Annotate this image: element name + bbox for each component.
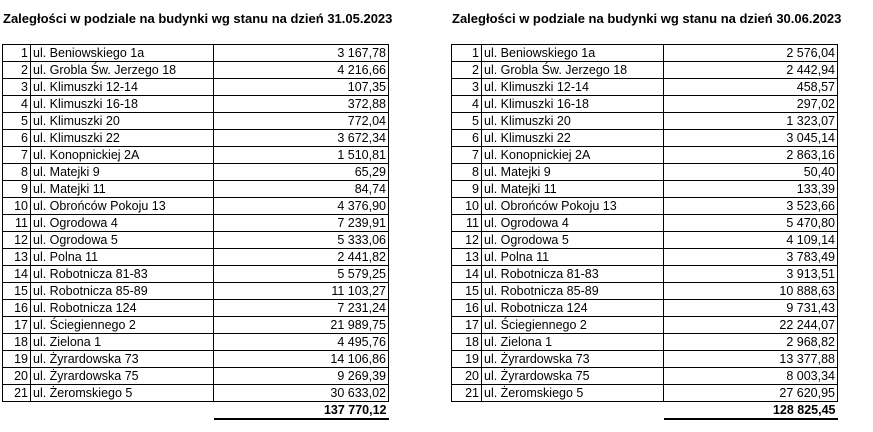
empty-cell <box>452 402 482 420</box>
table-row <box>452 266 838 283</box>
row-number[interactable]: 11 <box>452 215 482 232</box>
amount-value[interactable]: 5 470,80 <box>664 215 838 232</box>
table-row <box>452 96 838 113</box>
street-name[interactable]: ul. Robotnicza 124 <box>482 300 664 317</box>
table-row <box>3 130 389 147</box>
street-name[interactable]: ul. Beniowskiego 1a <box>31 45 214 62</box>
amount-value[interactable]: 14 106,86 <box>214 351 389 368</box>
amount-value[interactable]: 297,02 <box>664 96 838 113</box>
table-row <box>452 181 838 198</box>
street-name[interactable]: ul. Ściegiennego 2 <box>31 317 214 334</box>
table-row <box>452 198 838 215</box>
table-row <box>452 79 838 96</box>
row-number[interactable]: 3 <box>452 79 482 96</box>
amount-value[interactable]: 7 239,91 <box>214 215 389 232</box>
row-number[interactable]: 4 <box>3 96 31 113</box>
street-name[interactable]: ul. Robotnicza 85-89 <box>482 283 664 300</box>
street-name[interactable]: ul. Żyrardowska 73 <box>31 351 214 368</box>
table-row <box>3 45 389 62</box>
amount-value[interactable]: 8 003,34 <box>664 368 838 385</box>
table-row <box>3 351 389 368</box>
table-row <box>452 283 838 300</box>
amount-value[interactable]: 11 103,27 <box>214 283 389 300</box>
street-name[interactable]: ul. Grobla Św. Jerzego 18 <box>31 62 214 79</box>
amount-value[interactable]: 13 377,88 <box>664 351 838 368</box>
amount-value[interactable]: 2 576,04 <box>664 45 838 62</box>
street-name[interactable]: ul. Polna 11 <box>482 249 664 266</box>
street-name[interactable]: ul. Klimuszki 16-18 <box>31 96 214 113</box>
row-number[interactable]: 16 <box>3 300 31 317</box>
row-number[interactable]: 6 <box>3 130 31 147</box>
table-row <box>3 113 389 130</box>
table-row <box>3 334 389 351</box>
total-row <box>3 402 389 420</box>
table-row <box>452 334 838 351</box>
row-number[interactable]: 14 <box>3 266 31 283</box>
table-row <box>3 181 389 198</box>
amount-value[interactable]: 4 216,66 <box>214 62 389 79</box>
street-name[interactable]: ul. Klimuszki 16-18 <box>482 96 664 113</box>
row-number[interactable]: 5 <box>3 113 31 130</box>
street-name[interactable]: ul. Konopnickiej 2A <box>31 147 214 164</box>
street-name[interactable]: ul. Robotnicza 85-89 <box>31 283 214 300</box>
amount-value[interactable]: 5 333,06 <box>214 232 389 249</box>
street-name[interactable]: ul. Polna 11 <box>31 249 214 266</box>
empty-cell <box>3 402 31 420</box>
row-number[interactable]: 15 <box>3 283 31 300</box>
row-number[interactable]: 18 <box>452 334 482 351</box>
street-name[interactable]: ul. Matejki 9 <box>31 164 214 181</box>
row-number[interactable]: 18 <box>3 334 31 351</box>
amount-value[interactable]: 2 441,82 <box>214 249 389 266</box>
table-row <box>3 232 389 249</box>
table-row <box>452 351 838 368</box>
amount-value[interactable]: 27 620,95 <box>664 385 838 402</box>
total-amount[interactable]: 128 825,45 <box>664 402 838 420</box>
amount-value[interactable]: 4 109,14 <box>664 232 838 249</box>
table-row <box>452 249 838 266</box>
amount-value[interactable]: 22 244,07 <box>664 317 838 334</box>
street-name[interactable]: ul. Klimuszki 12-14 <box>31 79 214 96</box>
row-number[interactable]: 13 <box>3 249 31 266</box>
table-row <box>452 45 838 62</box>
street-name[interactable]: ul. Obrońców Pokoju 13 <box>31 198 214 215</box>
street-name[interactable]: ul. Ogrodowa 5 <box>31 232 214 249</box>
street-name[interactable]: ul. Żeromskiego 5 <box>482 385 664 402</box>
row-number[interactable]: 12 <box>3 232 31 249</box>
table-row <box>3 79 389 96</box>
amount-value[interactable]: 2 442,94 <box>664 62 838 79</box>
table-row <box>3 147 389 164</box>
empty-cell <box>31 402 214 420</box>
street-name[interactable]: ul. Zielona 1 <box>482 334 664 351</box>
row-number[interactable]: 10 <box>3 198 31 215</box>
street-name[interactable]: ul. Matejki 11 <box>482 181 664 198</box>
row-number[interactable]: 13 <box>452 249 482 266</box>
amount-value[interactable]: 4 376,90 <box>214 198 389 215</box>
row-number[interactable]: 2 <box>452 62 482 79</box>
street-name[interactable]: ul. Matejki 9 <box>482 164 664 181</box>
table-row <box>3 368 389 385</box>
street-name[interactable]: ul. Żyrardowska 75 <box>482 368 664 385</box>
row-number[interactable]: 20 <box>452 368 482 385</box>
row-number[interactable]: 4 <box>452 96 482 113</box>
street-name[interactable]: ul. Robotnicza 81-83 <box>482 266 664 283</box>
row-number[interactable]: 17 <box>452 317 482 334</box>
street-name[interactable]: ul. Ogrodowa 4 <box>31 215 214 232</box>
row-number[interactable]: 19 <box>3 351 31 368</box>
street-name[interactable]: ul. Klimuszki 12-14 <box>482 79 664 96</box>
street-name[interactable]: ul. Klimuszki 22 <box>482 130 664 147</box>
row-number[interactable]: 19 <box>452 351 482 368</box>
table-row <box>3 215 389 232</box>
amount-value[interactable]: 7 231,24 <box>214 300 389 317</box>
row-number[interactable]: 2 <box>3 62 31 79</box>
amount-value[interactable]: 50,40 <box>664 164 838 181</box>
street-name[interactable]: ul. Matejki 11 <box>31 181 214 198</box>
table-row <box>3 283 389 300</box>
table-row <box>452 147 838 164</box>
amount-value[interactable]: 133,39 <box>664 181 838 198</box>
row-number[interactable]: 1 <box>3 45 31 62</box>
amount-value[interactable]: 4 495,76 <box>214 334 389 351</box>
street-name[interactable]: ul. Ogrodowa 5 <box>482 232 664 249</box>
title-left: Zaległości w podziale na budynki wg stanu na dzień 31.05.2023 <box>3 11 393 26</box>
amount-value[interactable]: 3 523,66 <box>664 198 838 215</box>
street-name[interactable]: ul. Klimuszki 22 <box>31 130 214 147</box>
amount-value[interactable]: 5 579,25 <box>214 266 389 283</box>
amount-value[interactable]: 458,57 <box>664 79 838 96</box>
table-row <box>3 266 389 283</box>
row-number[interactable]: 20 <box>3 368 31 385</box>
total-row <box>452 402 838 420</box>
row-number[interactable]: 16 <box>452 300 482 317</box>
amount-value[interactable]: 3 783,49 <box>664 249 838 266</box>
street-name[interactable]: ul. Żyrardowska 75 <box>31 368 214 385</box>
amount-value[interactable]: 9 269,39 <box>214 368 389 385</box>
table-row <box>452 113 838 130</box>
table-row <box>452 317 838 334</box>
total-amount[interactable]: 137 770,12 <box>214 402 389 420</box>
table-left <box>2 44 389 420</box>
row-number[interactable]: 17 <box>3 317 31 334</box>
amount-value[interactable]: 84,74 <box>214 181 389 198</box>
table-row <box>452 62 838 79</box>
street-name[interactable]: ul. Ogrodowa 4 <box>482 215 664 232</box>
row-number[interactable]: 7 <box>3 147 31 164</box>
table-row <box>3 96 389 113</box>
street-name[interactable]: ul. Beniowskiego 1a <box>482 45 664 62</box>
street-name[interactable]: ul. Konopnickiej 2A <box>482 147 664 164</box>
row-number[interactable]: 9 <box>3 181 31 198</box>
row-number[interactable]: 1 <box>452 45 482 62</box>
amount-value[interactable]: 10 888,63 <box>664 283 838 300</box>
table-row <box>452 215 838 232</box>
amount-value[interactable]: 65,29 <box>214 164 389 181</box>
street-name[interactable]: ul. Klimuszki 20 <box>482 113 664 130</box>
row-number[interactable]: 14 <box>452 266 482 283</box>
street-name[interactable]: ul. Obrońców Pokoju 13 <box>482 198 664 215</box>
street-name[interactable]: ul. Żyrardowska 73 <box>482 351 664 368</box>
row-number[interactable]: 5 <box>452 113 482 130</box>
table-row <box>452 385 838 402</box>
table-row <box>452 130 838 147</box>
row-number[interactable]: 15 <box>452 283 482 300</box>
amount-value[interactable]: 3 167,78 <box>214 45 389 62</box>
table-row <box>452 368 838 385</box>
amount-value[interactable]: 2 863,16 <box>664 147 838 164</box>
street-name[interactable]: ul. Grobla Św. Jerzego 18 <box>482 62 664 79</box>
row-number[interactable]: 11 <box>3 215 31 232</box>
table-row <box>3 300 389 317</box>
row-number[interactable]: 10 <box>452 198 482 215</box>
street-name[interactable]: ul. Robotnicza 124 <box>31 300 214 317</box>
amount-value[interactable]: 21 989,75 <box>214 317 389 334</box>
table-right <box>451 44 838 420</box>
table-row <box>3 198 389 215</box>
table-row <box>3 249 389 266</box>
amount-value[interactable]: 372,88 <box>214 96 389 113</box>
table-row <box>452 164 838 181</box>
row-number[interactable]: 7 <box>452 147 482 164</box>
row-number[interactable]: 8 <box>3 164 31 181</box>
row-number[interactable]: 8 <box>452 164 482 181</box>
row-number[interactable]: 3 <box>3 79 31 96</box>
amount-value[interactable]: 107,35 <box>214 79 389 96</box>
title-right: Zaległości w podziale na budynki wg stanu na dzień 30.06.2023 <box>452 11 842 26</box>
amount-value[interactable]: 772,04 <box>214 113 389 130</box>
row-number[interactable]: 21 <box>452 385 482 402</box>
amount-value[interactable]: 3 672,34 <box>214 130 389 147</box>
row-number[interactable]: 6 <box>452 130 482 147</box>
empty-cell <box>482 402 664 420</box>
amount-value[interactable]: 1 510,81 <box>214 147 389 164</box>
amount-value[interactable]: 2 968,82 <box>664 334 838 351</box>
amount-value[interactable]: 3 913,51 <box>664 266 838 283</box>
amount-value[interactable]: 9 731,43 <box>664 300 838 317</box>
table-row <box>3 164 389 181</box>
row-number[interactable]: 12 <box>452 232 482 249</box>
street-name[interactable]: ul. Ściegiennego 2 <box>482 317 664 334</box>
amount-value[interactable]: 3 045,14 <box>664 130 838 147</box>
table-row <box>3 385 389 402</box>
table-row <box>452 232 838 249</box>
street-name[interactable]: ul. Zielona 1 <box>31 334 214 351</box>
street-name[interactable]: ul. Klimuszki 20 <box>31 113 214 130</box>
street-name[interactable]: ul. Żeromskiego 5 <box>31 385 214 402</box>
row-number[interactable]: 21 <box>3 385 31 402</box>
row-number[interactable]: 9 <box>452 181 482 198</box>
street-name[interactable]: ul. Robotnicza 81-83 <box>31 266 214 283</box>
amount-value[interactable]: 1 323,07 <box>664 113 838 130</box>
table-row <box>452 300 838 317</box>
amount-value[interactable]: 30 633,02 <box>214 385 389 402</box>
table-row <box>3 62 389 79</box>
table-row <box>3 317 389 334</box>
